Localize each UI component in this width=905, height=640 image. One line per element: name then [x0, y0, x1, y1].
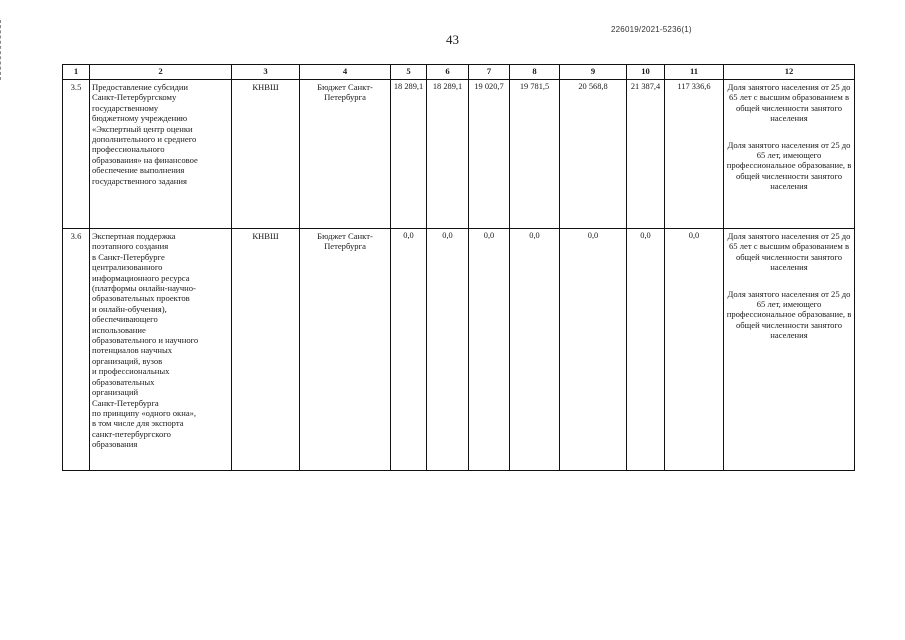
indicator-text: Доля занятого населения от 25 до 65 лет с высшим образованием в общей численности занятого населения: [727, 82, 851, 124]
total-value-cell: 117 336,6: [665, 80, 724, 229]
scan-edge-mark: [0, 20, 5, 80]
value-cell: 0,0: [391, 229, 427, 471]
executor-cell: КНВШ: [232, 80, 300, 229]
activity-name: Экспертная поддержка поэтапного создания в Санкт-Петербурге централизованного информационного ресурса (платформы онлайн-научно- образовательных проектов и онлайн-обучения), обеспечивающего использование образовательного и научного потенциалов научных организаций, вузов и профессиональных образовательных организаций Санкт-Петербурга по принципу «одного окна», в том числе для экспорта санкт-петербургского образования: [90, 229, 232, 471]
executor-cell: КНВШ: [232, 229, 300, 471]
row-number: 3.5: [63, 80, 90, 229]
value-cell: 20 568,8: [560, 80, 627, 229]
indicator-text: Доля занятого населения от 25 до 65 лет, имеющего профессиональное образование, в общей численности занятого населения: [726, 288, 852, 341]
page-number: 43: [446, 32, 459, 47]
indicator-text: Доля занятого населения от 25 до 65 лет, имеющего профессиональное образование, в общей численности занятого населения: [726, 139, 852, 192]
value-cell: 18 289,1: [427, 80, 469, 229]
column-header: 8: [510, 65, 560, 80]
value-cell: 19 020,7: [469, 80, 510, 229]
indicators-cell: [724, 229, 855, 471]
column-header: 9: [560, 65, 627, 80]
funding-source-cell: Бюджет Санкт-Петербурга: [300, 229, 391, 471]
value-cell: 0,0: [560, 229, 627, 471]
indicators-cell: [724, 80, 855, 229]
column-header: 3: [232, 65, 300, 80]
value-cell: 0,0: [627, 229, 665, 471]
activity-name: Предоставление субсидии Санкт-Петербургскому государственному бюджетному учреждению «Экспертный центр оценки дополнительного и среднего профессионального образования» на финансовое обеспечение выполнения государственного задания: [90, 80, 232, 229]
column-header: 1: [63, 65, 90, 80]
indicator-text: Доля занятого населения от 25 до 65 лет с высшим образованием в общей численности занятого населения: [727, 231, 851, 273]
column-header: 11: [665, 65, 724, 80]
table-row: [63, 229, 855, 471]
funding-source-cell: Бюджет Санкт-Петербурга: [300, 80, 391, 229]
row-number: 3.6: [63, 229, 90, 471]
column-header: 4: [300, 65, 391, 80]
column-header: 6: [427, 65, 469, 80]
value-cell: 18 289,1: [391, 80, 427, 229]
total-value-cell: 0,0: [665, 229, 724, 471]
value-cell: 0,0: [427, 229, 469, 471]
column-number-row: [63, 65, 855, 80]
program-activities-table: [62, 64, 855, 471]
column-header: 10: [627, 65, 665, 80]
column-header: 12: [724, 65, 855, 80]
column-header: 2: [90, 65, 232, 80]
value-cell: 0,0: [469, 229, 510, 471]
table-row: [63, 80, 855, 229]
column-header: 7: [469, 65, 510, 80]
value-cell: 0,0: [510, 229, 560, 471]
value-cell: 19 781,5: [510, 80, 560, 229]
value-cell: 21 387,4: [627, 80, 665, 229]
document-registration-code: 226019/2021-5236(1): [611, 25, 692, 34]
column-header: 5: [391, 65, 427, 80]
